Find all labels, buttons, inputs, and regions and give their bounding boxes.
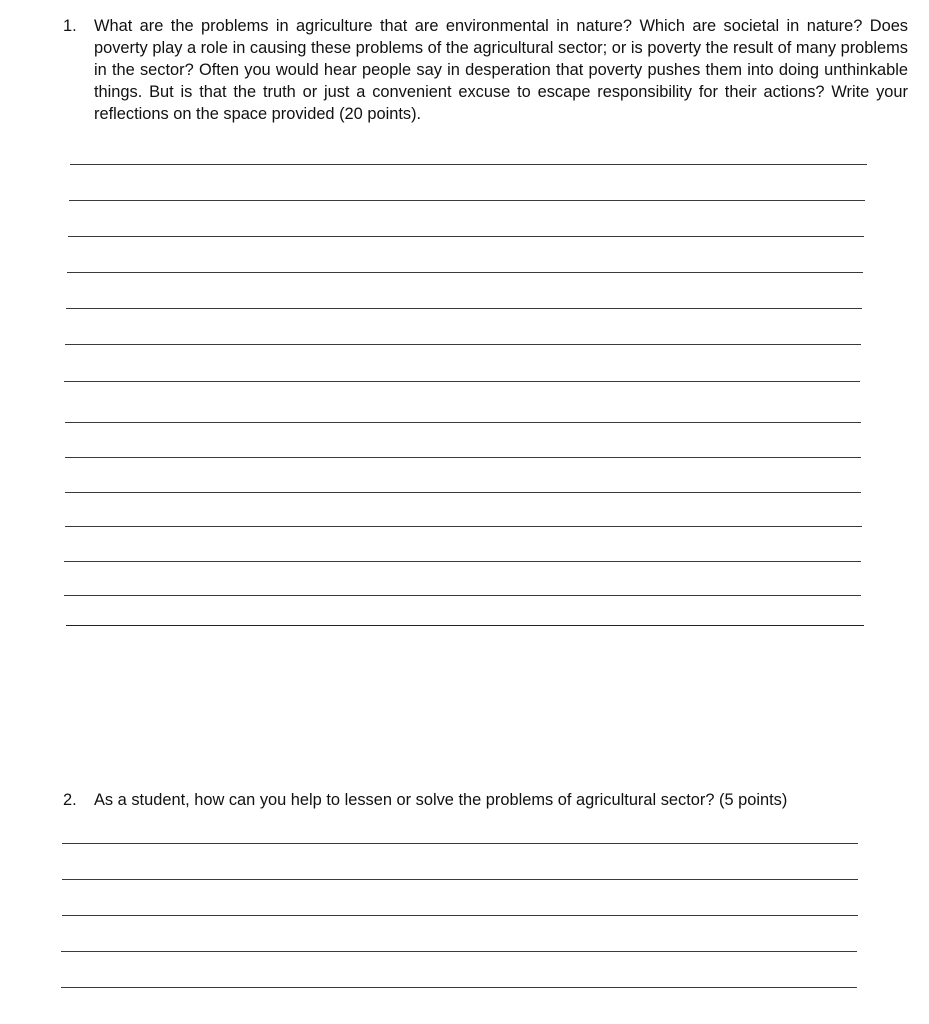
question-2-number: 2. bbox=[63, 791, 77, 809]
answer-line[interactable] bbox=[70, 164, 867, 165]
question-1-number: 1. bbox=[63, 17, 77, 35]
answer-line[interactable] bbox=[65, 344, 861, 345]
answer-line[interactable] bbox=[62, 843, 858, 844]
answer-line[interactable] bbox=[65, 526, 862, 527]
answer-line[interactable] bbox=[68, 236, 864, 237]
answer-line[interactable] bbox=[65, 492, 861, 493]
answer-line[interactable] bbox=[64, 595, 861, 596]
question-1 bbox=[63, 15, 908, 125]
question-1-text: What are the problems in agriculture that are environmental in nature? Which are societal in nature? Does poverty play a role in causing these problems of the agricultural sector; or is poverty the result of many problems in the sector? Often you would hear people say in desperation that poverty pushes them into doing unthinkable things. But is that the truth or just a convenient excuse to escape responsibility for their actions? Write your reflections on the space provided (20 points). bbox=[94, 17, 908, 123]
question-2 bbox=[63, 789, 883, 811]
answer-line[interactable] bbox=[61, 987, 857, 988]
answer-line[interactable] bbox=[69, 200, 865, 201]
answer-line[interactable] bbox=[66, 308, 862, 309]
answer-line[interactable] bbox=[65, 422, 861, 423]
answer-line[interactable] bbox=[65, 457, 861, 458]
answer-line[interactable] bbox=[62, 879, 858, 880]
question-2-text: As a student, how can you help to lessen or solve the problems of agricultural sector? (5 points) bbox=[94, 791, 788, 809]
answer-line[interactable] bbox=[66, 625, 864, 626]
answer-line[interactable] bbox=[64, 561, 861, 562]
answer-line[interactable] bbox=[64, 381, 860, 382]
answer-line[interactable] bbox=[62, 915, 858, 916]
answer-line[interactable] bbox=[61, 951, 857, 952]
answer-line[interactable] bbox=[67, 272, 863, 273]
